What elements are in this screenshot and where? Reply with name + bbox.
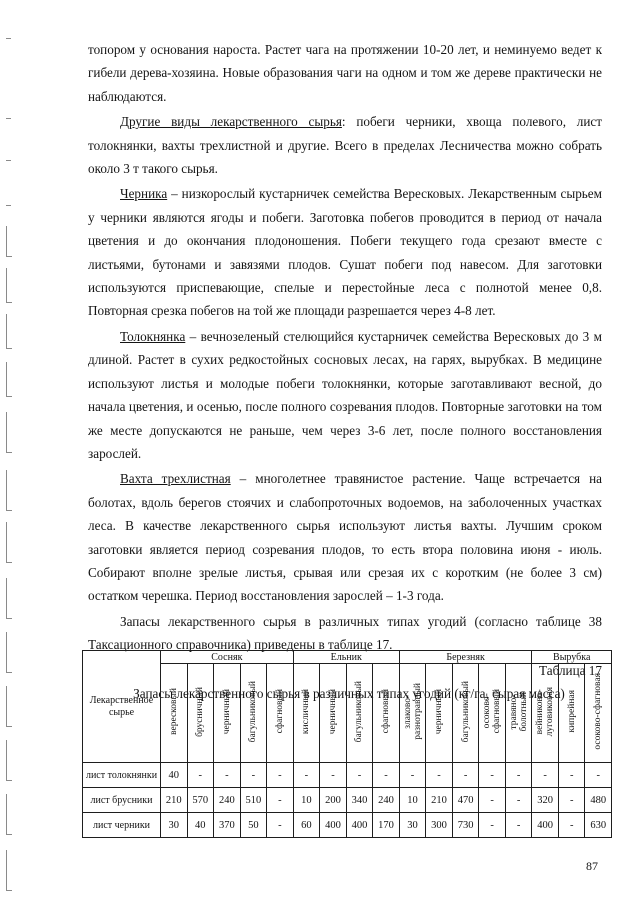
paragraph-bilberry: Черника – низкорослый кустарничек семейства Вересковых. Лекарственным сырьем у черники являются ягоды и побеги. Заготовка побегов проводится в период от начала цветения и до окончания плодоношения. Побеги текущего года срезают вместе с листьями, бутонами и завязями плодов. Сушат побеги под навесом. Для заготовки используются приспевающие, спелые и перестойные леса с полнотой менее 0,8. Повторная срезка побегов на той же площади разрешается через 4-8 лет. — [88, 186, 602, 319]
group-header: Ельник — [293, 651, 399, 664]
row-label: лист толокнянки — [83, 763, 161, 788]
table-cell: - — [373, 763, 400, 788]
paragraph-other-raw-materials: Другие виды лекарственного сырья: побеги черники, хвоща полевого, лист толокнянки, вахты трехлистной и другие. Всего в пределах Лесничества можно собрать около 3 т такого сырья. — [88, 114, 602, 177]
table-cell: 730 — [452, 813, 479, 838]
column-header: осоково-сфагновая — [585, 664, 612, 763]
column-header: сфагновый — [267, 664, 294, 763]
table-cell: 470 — [452, 788, 479, 813]
column-header: кисличный — [293, 664, 320, 763]
group-header: Сосняк — [161, 651, 294, 664]
column-header: кипрейная — [558, 664, 585, 763]
table-cell: 10 — [399, 788, 426, 813]
table-cell: - — [479, 763, 506, 788]
table-cell: - — [558, 788, 585, 813]
table-cell: - — [267, 813, 294, 838]
table-cell: - — [532, 763, 559, 788]
column-header: черничный — [214, 664, 241, 763]
table-row — [83, 788, 612, 813]
table-cell: 480 — [585, 788, 612, 813]
paragraph-bearberry: Толокнянка – вечнозеленый стелющийся кустарничек семейства Вересковых до 3 м длиной. Растет в сухих редкостойных сосновых лесах, на гарях, вырубках. В медицине используют листья и молодые побеги толокнянки, которые заготавливают весной, до начала цветения, и осенью, после полного созревания плодов. Повторные заготовки на том же месте допускаются не раньше, чем через 3-6 лет, после полного восстановления зарослей. — [88, 328, 602, 461]
term-other: Другие виды лекарственного сырья — [120, 114, 342, 130]
table-cell: 210 — [426, 788, 453, 813]
table-row — [83, 813, 612, 838]
table-cell: 340 — [346, 788, 373, 813]
table-cell: 40 — [161, 763, 188, 788]
table-cell: - — [240, 763, 267, 788]
term-bogbean: Вахта трехлистная — [120, 471, 231, 487]
table-cell: - — [558, 813, 585, 838]
table-cell: 240 — [373, 788, 400, 813]
table-cell: - — [187, 763, 214, 788]
table-cell: 200 — [320, 788, 347, 813]
row-label: лист черники — [83, 813, 161, 838]
group-header: Вырубка — [532, 651, 612, 664]
column-header: вейниково- луговиковая — [532, 664, 559, 763]
table-row — [83, 763, 612, 788]
table-cell: 300 — [426, 813, 453, 838]
row-label: лист брусники — [83, 788, 161, 813]
table-cell: - — [293, 763, 320, 788]
table-cell: - — [267, 763, 294, 788]
table-cell: - — [505, 788, 532, 813]
paragraph-bogbean: Вахта трехлистная – многолетнее травянистое растение. Чаще встречается на болотах, вдоль берегов стоячих и слабопроточных водоемов, на заболоченных участках леса. В качестве лекарственного сырья используют листья вахты. Лучшим сроком заготовки является период созревания плодов, то есть втора половина июня - июль. Собирают вполне зрелые листья, срывая или срезая их с коротким (не более 3 см) остатком черешка. Период восстановления зарослей – 1-3 года. — [88, 471, 602, 604]
table-body — [83, 763, 612, 838]
table-cell: 60 — [293, 813, 320, 838]
table-cell: 10 — [293, 788, 320, 813]
table-cell: 400 — [532, 813, 559, 838]
table-cell: - — [214, 763, 241, 788]
column-header: сфагновый — [373, 664, 400, 763]
column-header: злаково- разнотравный — [399, 664, 426, 763]
table-cell: 370 — [214, 813, 241, 838]
table-cell: 400 — [320, 813, 347, 838]
column-header: травяно- болотный — [505, 664, 532, 763]
table-cell: - — [452, 763, 479, 788]
group-header: Березняк — [399, 651, 532, 664]
table-cell: 240 — [214, 788, 241, 813]
table-cell: - — [346, 763, 373, 788]
column-header: брусничный — [187, 664, 214, 763]
column-header: багульниковый — [240, 664, 267, 763]
table-cell: - — [505, 813, 532, 838]
column-header: багульниковый — [346, 664, 373, 763]
table-cell: - — [399, 763, 426, 788]
table-cell: 630 — [585, 813, 612, 838]
column-header: черничный — [426, 664, 453, 763]
paragraph-reserves-intro: Запасы лекарственного сырья в различных типах угодий (согласно таблице 38 Таксационного справочника) приведены в таблице 17. — [88, 613, 602, 653]
paragraph-chaga: топором у основания нароста. Растет чага на протяжении 10-20 лет, и неминуемо ведет к гибели дерева-хозяина. Новые образования чаги на одном и том же дереве практически не наблюдаются. — [88, 42, 602, 104]
column-header: осоково- сфагновый — [479, 664, 506, 763]
body-text — [88, 38, 602, 705]
table-cell: 170 — [373, 813, 400, 838]
table-number: Таблица 17 — [539, 662, 602, 678]
table-title: Запасы лекарственного сырья в различных типах угодий (кг/га, сырая масса) — [133, 685, 565, 701]
column-header: багульниковый — [452, 664, 479, 763]
table-cell: 400 — [346, 813, 373, 838]
table-cell: - — [585, 763, 612, 788]
reserves-table — [82, 650, 612, 838]
table-cell: 50 — [240, 813, 267, 838]
term-bearberry: Толокнянка — [120, 328, 186, 344]
term-bilberry: Черника — [120, 186, 168, 202]
table-cell: 570 — [187, 788, 214, 813]
table-cell: - — [558, 763, 585, 788]
row-header-cell: Лекарственное сырье — [83, 651, 161, 763]
page-number: 87 — [586, 859, 598, 873]
table-cell: 30 — [161, 813, 188, 838]
table-cell: - — [320, 763, 347, 788]
column-header: вересковый — [161, 664, 188, 763]
table-cell: 30 — [399, 813, 426, 838]
table-cell: - — [267, 788, 294, 813]
table-cell: - — [505, 763, 532, 788]
column-header: черничный — [320, 664, 347, 763]
margin-scan-marks — [6, 0, 22, 905]
table-cell: 40 — [187, 813, 214, 838]
table-cell: - — [479, 813, 506, 838]
table-cell: 320 — [532, 788, 559, 813]
table-cell: 510 — [240, 788, 267, 813]
table-cell: - — [426, 763, 453, 788]
table-cell: 210 — [161, 788, 188, 813]
table-cell: - — [479, 788, 506, 813]
